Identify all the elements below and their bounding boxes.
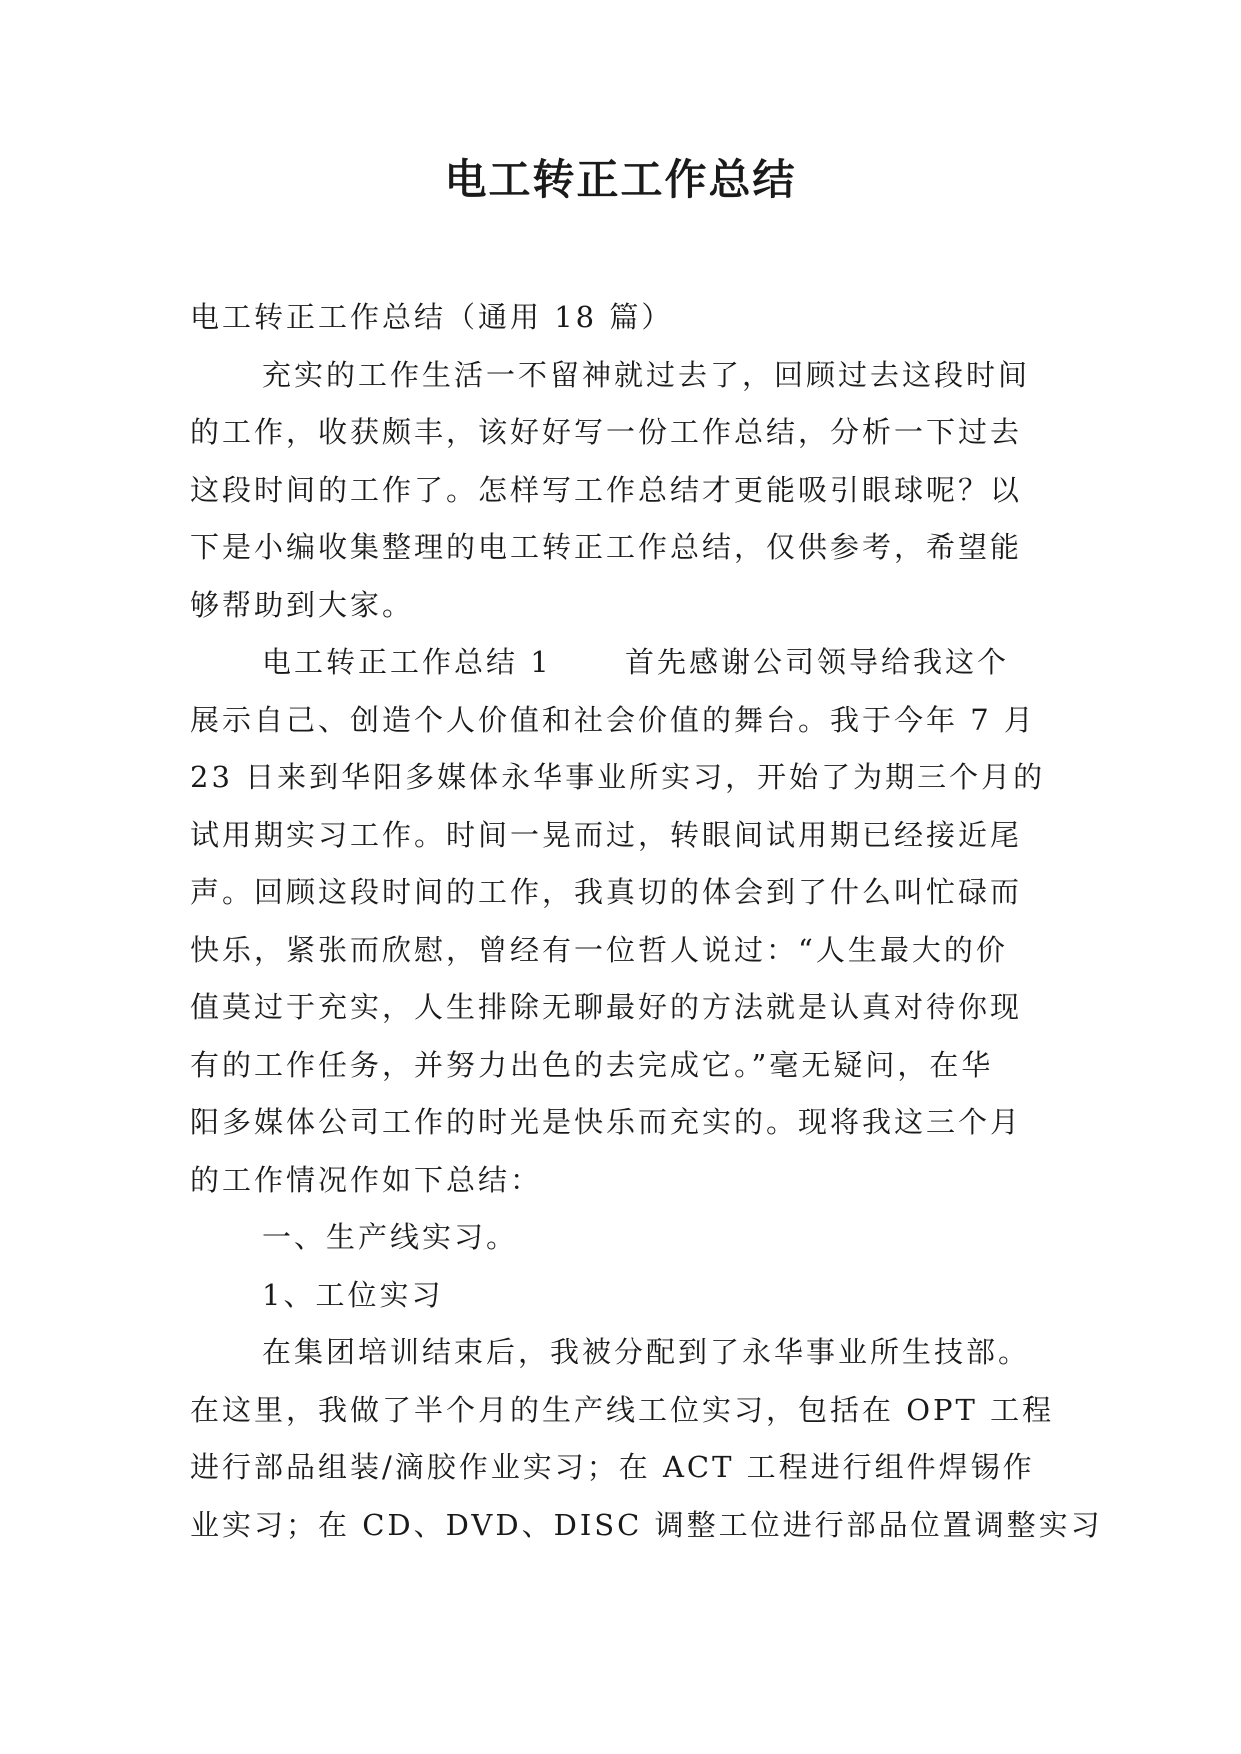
text-line: 这段时间的工作了。怎样写工作总结才更能吸引眼球呢？以 bbox=[190, 472, 1023, 507]
text-line: 有的工作任务，并努力出色的去完成它。”毫无疑问，在华 bbox=[190, 1047, 994, 1082]
text-line: 业实习；在 CD、DVD、DISC 调整工位进行部品位置调整实习 bbox=[190, 1507, 1103, 1542]
text-line: 电工转正工作总结 1 首先感谢公司领导给我这个 bbox=[262, 645, 1009, 679]
text-line: 进行部品组装/滴胶作业实习；在 ACT 工程进行组件焊锡作 bbox=[190, 1450, 1035, 1484]
text-line: 的工作，收获颇丰，该好好写一份工作总结，分析一下过去 bbox=[190, 415, 1023, 449]
text-line: 在集团培训结束后，我被分配到了永华事业所生技部。 bbox=[262, 1335, 1031, 1369]
text-line: 的工作情况作如下总结： bbox=[190, 1162, 543, 1197]
text-line: 充实的工作生活一不留神就过去了，回顾过去这段时间 bbox=[262, 357, 1031, 392]
text-line: 电工转正工作总结（通用 18 篇） bbox=[190, 300, 674, 334]
text-line: 够帮助到大家。 bbox=[190, 587, 415, 622]
document-body bbox=[190, 289, 1103, 1554]
text-line: 阳多媒体公司工作的时光是快乐而充实的。现将我这三个月 bbox=[190, 1105, 1023, 1139]
text-line: 值莫过于充实，人生排除无聊最好的方法就是认真对待你现 bbox=[190, 990, 1023, 1024]
text-line: 试用期实习工作。时间一晃而过，转眼间试用期已经接近尾 bbox=[190, 817, 1023, 852]
document-title: 电工转正工作总结 bbox=[444, 155, 797, 204]
subsection-heading: 1、工位实习 bbox=[262, 1277, 444, 1312]
text-line: 展示自己、创造个人价值和社会价值的舞台。我于今年 7 月 bbox=[190, 702, 1036, 737]
text-line: 下是小编收集整理的电工转正工作总结，仅供参考，希望能 bbox=[190, 530, 1023, 564]
text-line: 快乐，紧张而欣慰，曾经有一位哲人说过：“人生最大的价 bbox=[190, 932, 1008, 967]
text-line: 23 日来到华阳多媒体永华事业所实习，开始了为期三个月的 bbox=[190, 760, 1046, 794]
text-line: 声。回顾这段时间的工作，我真切的体会到了什么叫忙碌而 bbox=[190, 875, 1023, 909]
text-line: 在这里，我做了半个月的生产线工位实习，包括在 OPT 工程 bbox=[190, 1392, 1055, 1427]
section-heading: 一、生产线实习。 bbox=[262, 1220, 519, 1254]
